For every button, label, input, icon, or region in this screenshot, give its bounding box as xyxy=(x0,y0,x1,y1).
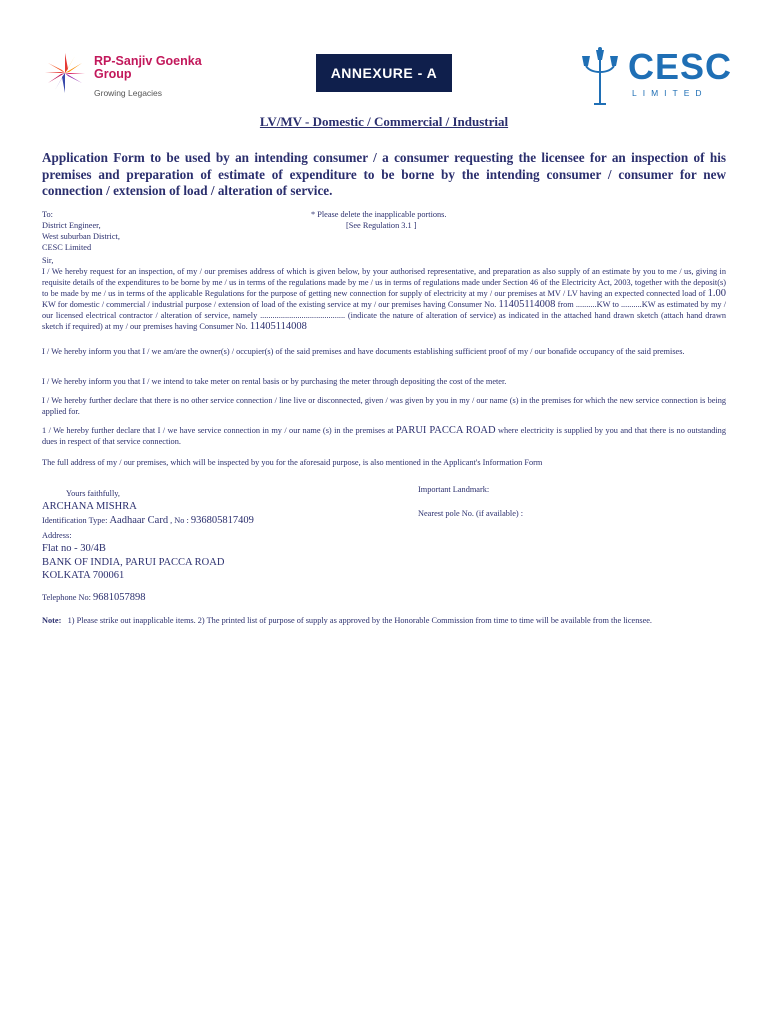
address-line: BANK OF INDIA, PARUI PACCA ROAD xyxy=(42,556,225,568)
consumer-number: 11405114008 xyxy=(249,321,307,332)
request-paragraph: I / We hereby request for an inspection, of my / our premises address of which is given below, by your authorised representative, and preparation as also supply of an estimate by you to me / us, giving in requisite details of the expenditures to be borne by me / us in terms of the regulations made by me / us in terms of regulations made under Section 46 of the Electricity Act, 2003, together with the deposit(s) to be made by me / us in terms of the applicable Regulations for the purpose of getting new connection for supply of electricity at my / our premises at MV / LV having an expected connected load of 1.00 KW for domestic / commercial / industrial purpose / extension of load of the existing service at my / our premises having Consumer No. 11405114008 from ..........KW to ..........KW as estimated by my / our licensed electrical contractor / alteration of service, namely ......................................... (indicate the nature of alteration of service) as indicated in the attached hand drawn sketch (attach hand drawn sketch if required) at my / our premises having Consumer No. 11405114008 xyxy=(42,267,727,332)
note xyxy=(42,615,726,626)
telephone-number: 9681057898 xyxy=(93,592,146,603)
form-type-heading: LV/MV - Domestic / Commercial / Industrial xyxy=(259,114,509,129)
connected-load-value: 1.00 xyxy=(707,288,727,299)
closing: Yours faithfully, xyxy=(66,489,120,498)
form-title: Application Form to be used by an intending consumer / a consumer requesting the licensee for an inspection of his premises and preparation of estimate of expenditure to be borne by the intending consumer / consumer for new connection / extension of load / alteration of service. xyxy=(42,150,726,198)
meter-paragraph: I / We hereby inform you that I / we intend to take meter on rental basis or by purchasing the meter through depositing the cost of the meter. xyxy=(42,377,507,386)
landmark-label: Important Landmark: xyxy=(418,485,490,494)
salutation: Sir, xyxy=(42,256,54,265)
telephone-line: Telephone No: 9681057898 xyxy=(42,592,146,603)
rp-sanjiv-goenka-logo xyxy=(40,50,220,100)
delete-note xyxy=(311,209,511,231)
cesc-wordmark: CESC xyxy=(628,46,733,87)
addressee-block xyxy=(42,209,242,253)
delete-note-line: * Please delete the inapplicable portions. xyxy=(311,210,447,219)
id-type: Aadhaar Card xyxy=(109,515,169,526)
identification-line: Identification Type: Aadhaar Card , No : 936805817409 xyxy=(42,515,254,526)
cesc-limited: LIMITED xyxy=(632,88,708,98)
note-label: Note: xyxy=(42,616,62,625)
lamp-post-icon xyxy=(576,46,624,106)
address-label: Address: xyxy=(42,531,72,540)
premises-location: PARUI PACCA ROAD xyxy=(395,425,496,436)
addressee-line: District Engineer, xyxy=(42,221,101,230)
address-line: Flat no - 30/4B xyxy=(42,543,106,554)
applicant-address xyxy=(42,542,224,583)
rp-logo-name: RP-Sanjiv Goenka Group xyxy=(94,54,202,81)
ownership-paragraph: I / We hereby inform you that I / we am/are the owner(s) / occupier(s) of the said premises and have documents establishing sufficient proof of my / our bonafide occupancy of the said premises. xyxy=(42,347,685,356)
rp-logo-tagline: Growing Legacies xyxy=(94,88,163,98)
consumer-number: 11405114008 xyxy=(498,299,556,310)
applicant-name: ARCHANA MISHRA xyxy=(42,501,137,512)
addressee-line: West suburban District, xyxy=(42,232,120,241)
cesc-logo xyxy=(576,46,733,106)
no-other-connection-paragraph: I / We hereby further declare that there is no other service connection / line live or disconnected, given / was given by you in my / our name (s) in the premises for which the new service connection is being applied for. xyxy=(42,396,726,416)
address-line: KOLKATA 700061 xyxy=(42,570,125,581)
star-burst-icon xyxy=(40,50,90,96)
nearest-pole-label: Nearest pole No. (if available) : xyxy=(418,509,524,518)
to-label: To: xyxy=(42,210,53,219)
existing-connection-paragraph: 1 / We hereby further declare that I / we have service connection in my / our name (s) in the premises at PARUI PACCA ROAD where electricity is supplied by you and that there is no outstanding dues in respect of that service connection. xyxy=(42,425,726,446)
note-text: 1) Please strike out inapplicable items. 2) The printed list of purpose of supply as approved by the Honorable Commission from time to time will be available from the licensee. xyxy=(67,616,653,625)
id-number: 936805817409 xyxy=(190,515,254,526)
addressee-line: CESC Limited xyxy=(42,243,92,252)
annexure-badge: ANNEXURE - A xyxy=(316,54,452,92)
regulation-reference: [See Regulation 3.1 ] xyxy=(346,221,417,230)
full-address-paragraph: The full address of my / our premises, which will be inspected by you for the aforesaid purpose, is also mentioned in the Applicant's Information Form xyxy=(42,458,543,467)
